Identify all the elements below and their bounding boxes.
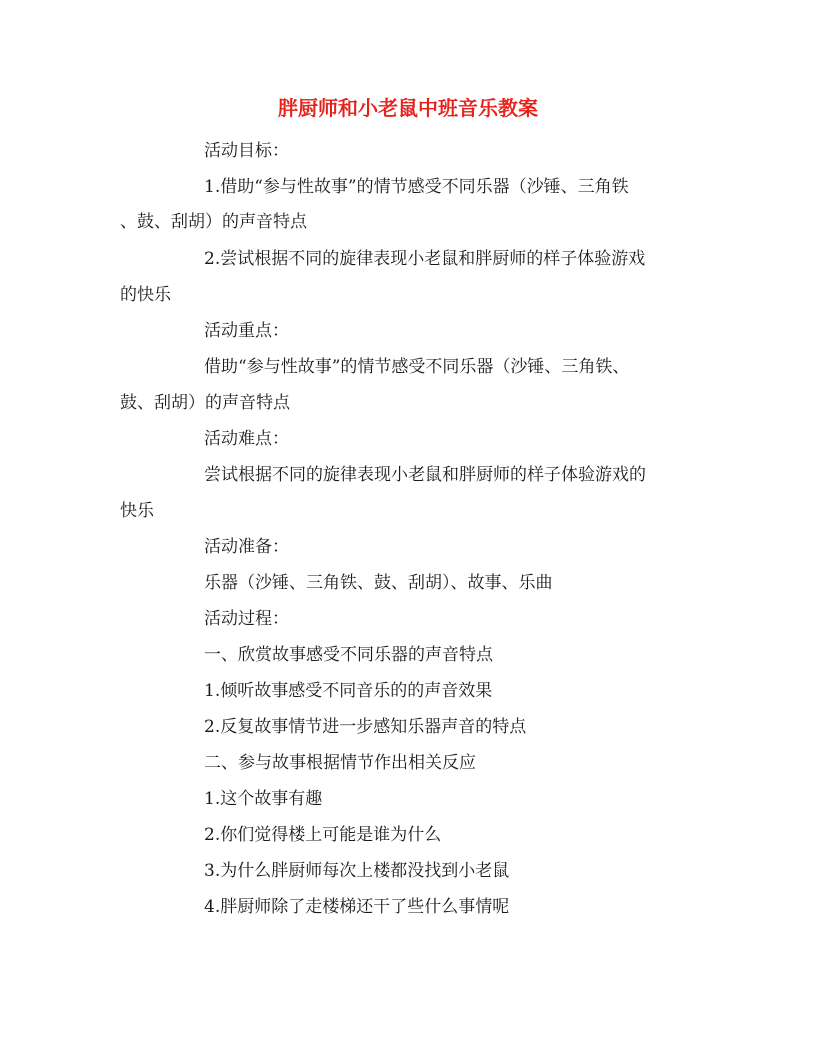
heading-preparation: 活动准备： (204, 537, 289, 557)
heading-process: 活动过程： (204, 609, 289, 629)
preparation-text: 乐器（沙锤、三角铁、鼓、刮胡）、故事、乐曲 (204, 573, 553, 593)
difficulty-text-continued: 快乐 (120, 501, 154, 521)
key-point-text: 借助“参与性故事”的情节感受不同乐器（沙锤、三角铁、 (204, 357, 630, 377)
process-section-1: 一、欣赏故事感受不同乐器的声音特点 (204, 645, 493, 665)
process-1-item-1: 1.倾听故事感受不同音乐的的声音效果 (204, 681, 493, 701)
process-2-item-3: 3.为什么胖厨师每次上楼都没找到小老鼠 (204, 861, 510, 881)
heading-key-points: 活动重点： (204, 321, 289, 341)
process-2-item-4: 4.胖厨师除了走楼梯还干了些什么事情呢 (204, 897, 510, 917)
difficulty-text: 尝试根据不同的旋律表现小老鼠和胖厨师的样子体验游戏的 (204, 465, 646, 485)
heading-difficulties: 活动难点： (204, 429, 289, 449)
process-2-item-1: 1.这个故事有趣 (204, 789, 323, 809)
goal-2: 2.尝试根据不同的旋律表现小老鼠和胖厨师的样子体验游戏 (204, 249, 646, 269)
goal-1: 1.借助“参与性故事”的情节感受不同乐器（沙锤、三角铁 (204, 177, 629, 197)
process-2-item-2: 2.你们觉得楼上可能是谁为什么 (204, 825, 442, 845)
document-title: 胖厨师和小老鼠中班音乐教案 (278, 96, 538, 120)
key-point-text-continued: 鼓、刮胡）的声音特点 (120, 393, 290, 413)
goal-2-continued: 的快乐 (120, 285, 171, 305)
heading-activity-goals: 活动目标： (204, 141, 289, 161)
process-1-item-2: 2.反复故事情节进一步感知乐器声音的特点 (204, 717, 527, 737)
process-section-2: 二、参与故事根据情节作出相关反应 (204, 753, 476, 773)
goal-1-continued: 、鼓、刮胡）的声音特点 (120, 212, 307, 232)
